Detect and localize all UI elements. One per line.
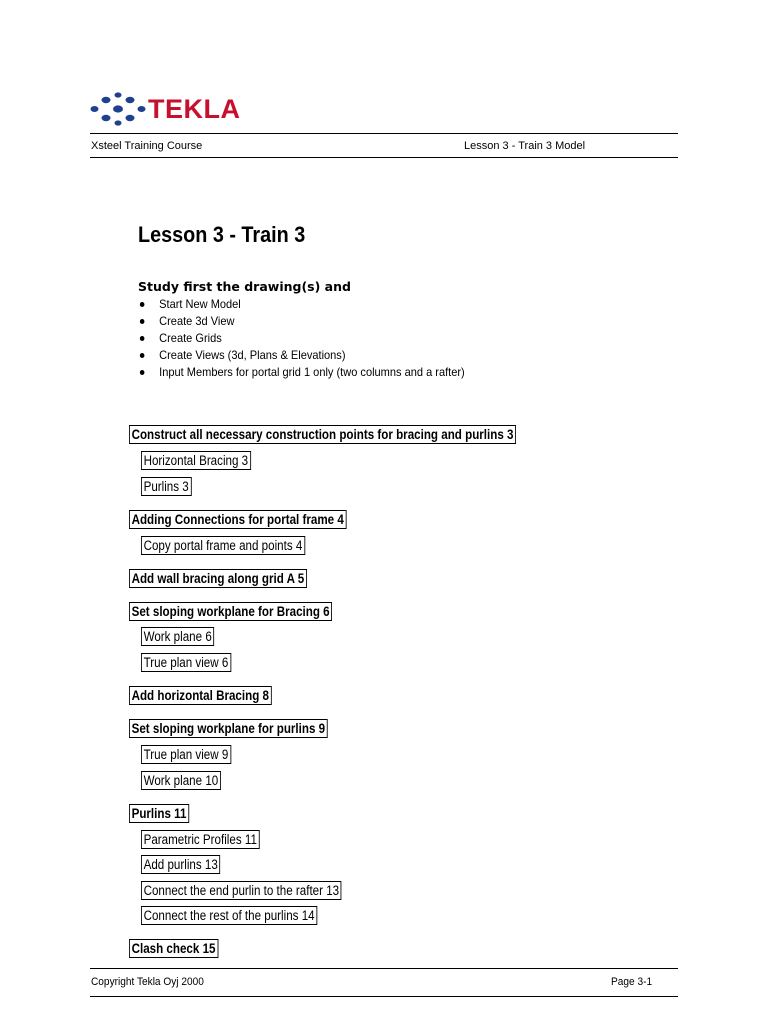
bullet-item: Create Grids	[138, 330, 465, 347]
bullet-item: Input Members for portal grid 1 only (two columns and a rafter)	[138, 364, 465, 381]
tekla-logo	[90, 92, 250, 126]
bullet-icon	[140, 302, 145, 307]
header-rule	[90, 133, 678, 134]
toc-link[interactable]: Set sloping workplane for purlins 9	[129, 719, 328, 738]
bullet-item: Start New Model	[138, 296, 465, 313]
page-number: Page 3-1	[611, 976, 653, 988]
course-name: Xsteel Training Course	[91, 140, 203, 152]
toc-link[interactable]: Purlins 11	[129, 804, 189, 823]
copyright-text: Copyright Tekla Oyj 2000	[91, 976, 204, 988]
toc-link[interactable]: Set sloping workplane for Bracing 6	[129, 602, 332, 621]
toc-link[interactable]: Add purlins 13	[141, 855, 220, 874]
bullet-item: Create 3d View	[138, 313, 465, 330]
toc-link[interactable]: Add wall bracing along grid A 5	[129, 569, 307, 588]
toc-link[interactable]: Adding Connections for portal frame 4	[129, 510, 346, 529]
toc-link[interactable]: Clash check 15	[129, 939, 218, 958]
toc-link[interactable]: Connect the end purlin to the rafter 13	[141, 881, 342, 900]
toc-link[interactable]: Construct all necessary construction points for bracing and purlins 3	[129, 425, 516, 444]
intro-heading: Study first the drawing(s) and	[138, 279, 351, 294]
toc-link[interactable]: Connect the rest of the purlins 14	[141, 906, 317, 925]
lesson-reference: Lesson 3 - Train 3 Model	[464, 140, 586, 152]
bullet-icon	[140, 370, 145, 375]
toc-link[interactable]: True plan view 9	[141, 745, 231, 764]
bullet-icon	[140, 319, 145, 324]
toc-link[interactable]: Work plane 10	[141, 771, 221, 790]
intro-bullet-list	[138, 296, 493, 381]
brand-name: TEKLA	[148, 94, 241, 124]
toc-link[interactable]: Parametric Profiles 11	[141, 830, 260, 849]
tekla-logo-icon	[90, 92, 146, 126]
toc-link[interactable]: Copy portal frame and points 4	[141, 536, 305, 555]
page-title: Lesson 3 - Train 3	[138, 222, 306, 247]
footer-rule	[90, 968, 678, 969]
bullet-icon	[140, 353, 145, 358]
toc-link[interactable]: Work plane 6	[141, 627, 214, 646]
toc-link[interactable]: Horizontal Bracing 3	[141, 451, 251, 470]
footer-rule-bottom	[90, 996, 678, 997]
header-rule-bottom	[90, 157, 678, 158]
toc-link[interactable]: True plan view 6	[141, 653, 231, 672]
toc-link[interactable]: Add horizontal Bracing 8	[129, 686, 272, 705]
bullet-icon	[140, 336, 145, 341]
bullet-item: Create Views (3d, Plans & Elevations)	[138, 347, 465, 364]
toc-link[interactable]: Purlins 3	[141, 477, 191, 496]
